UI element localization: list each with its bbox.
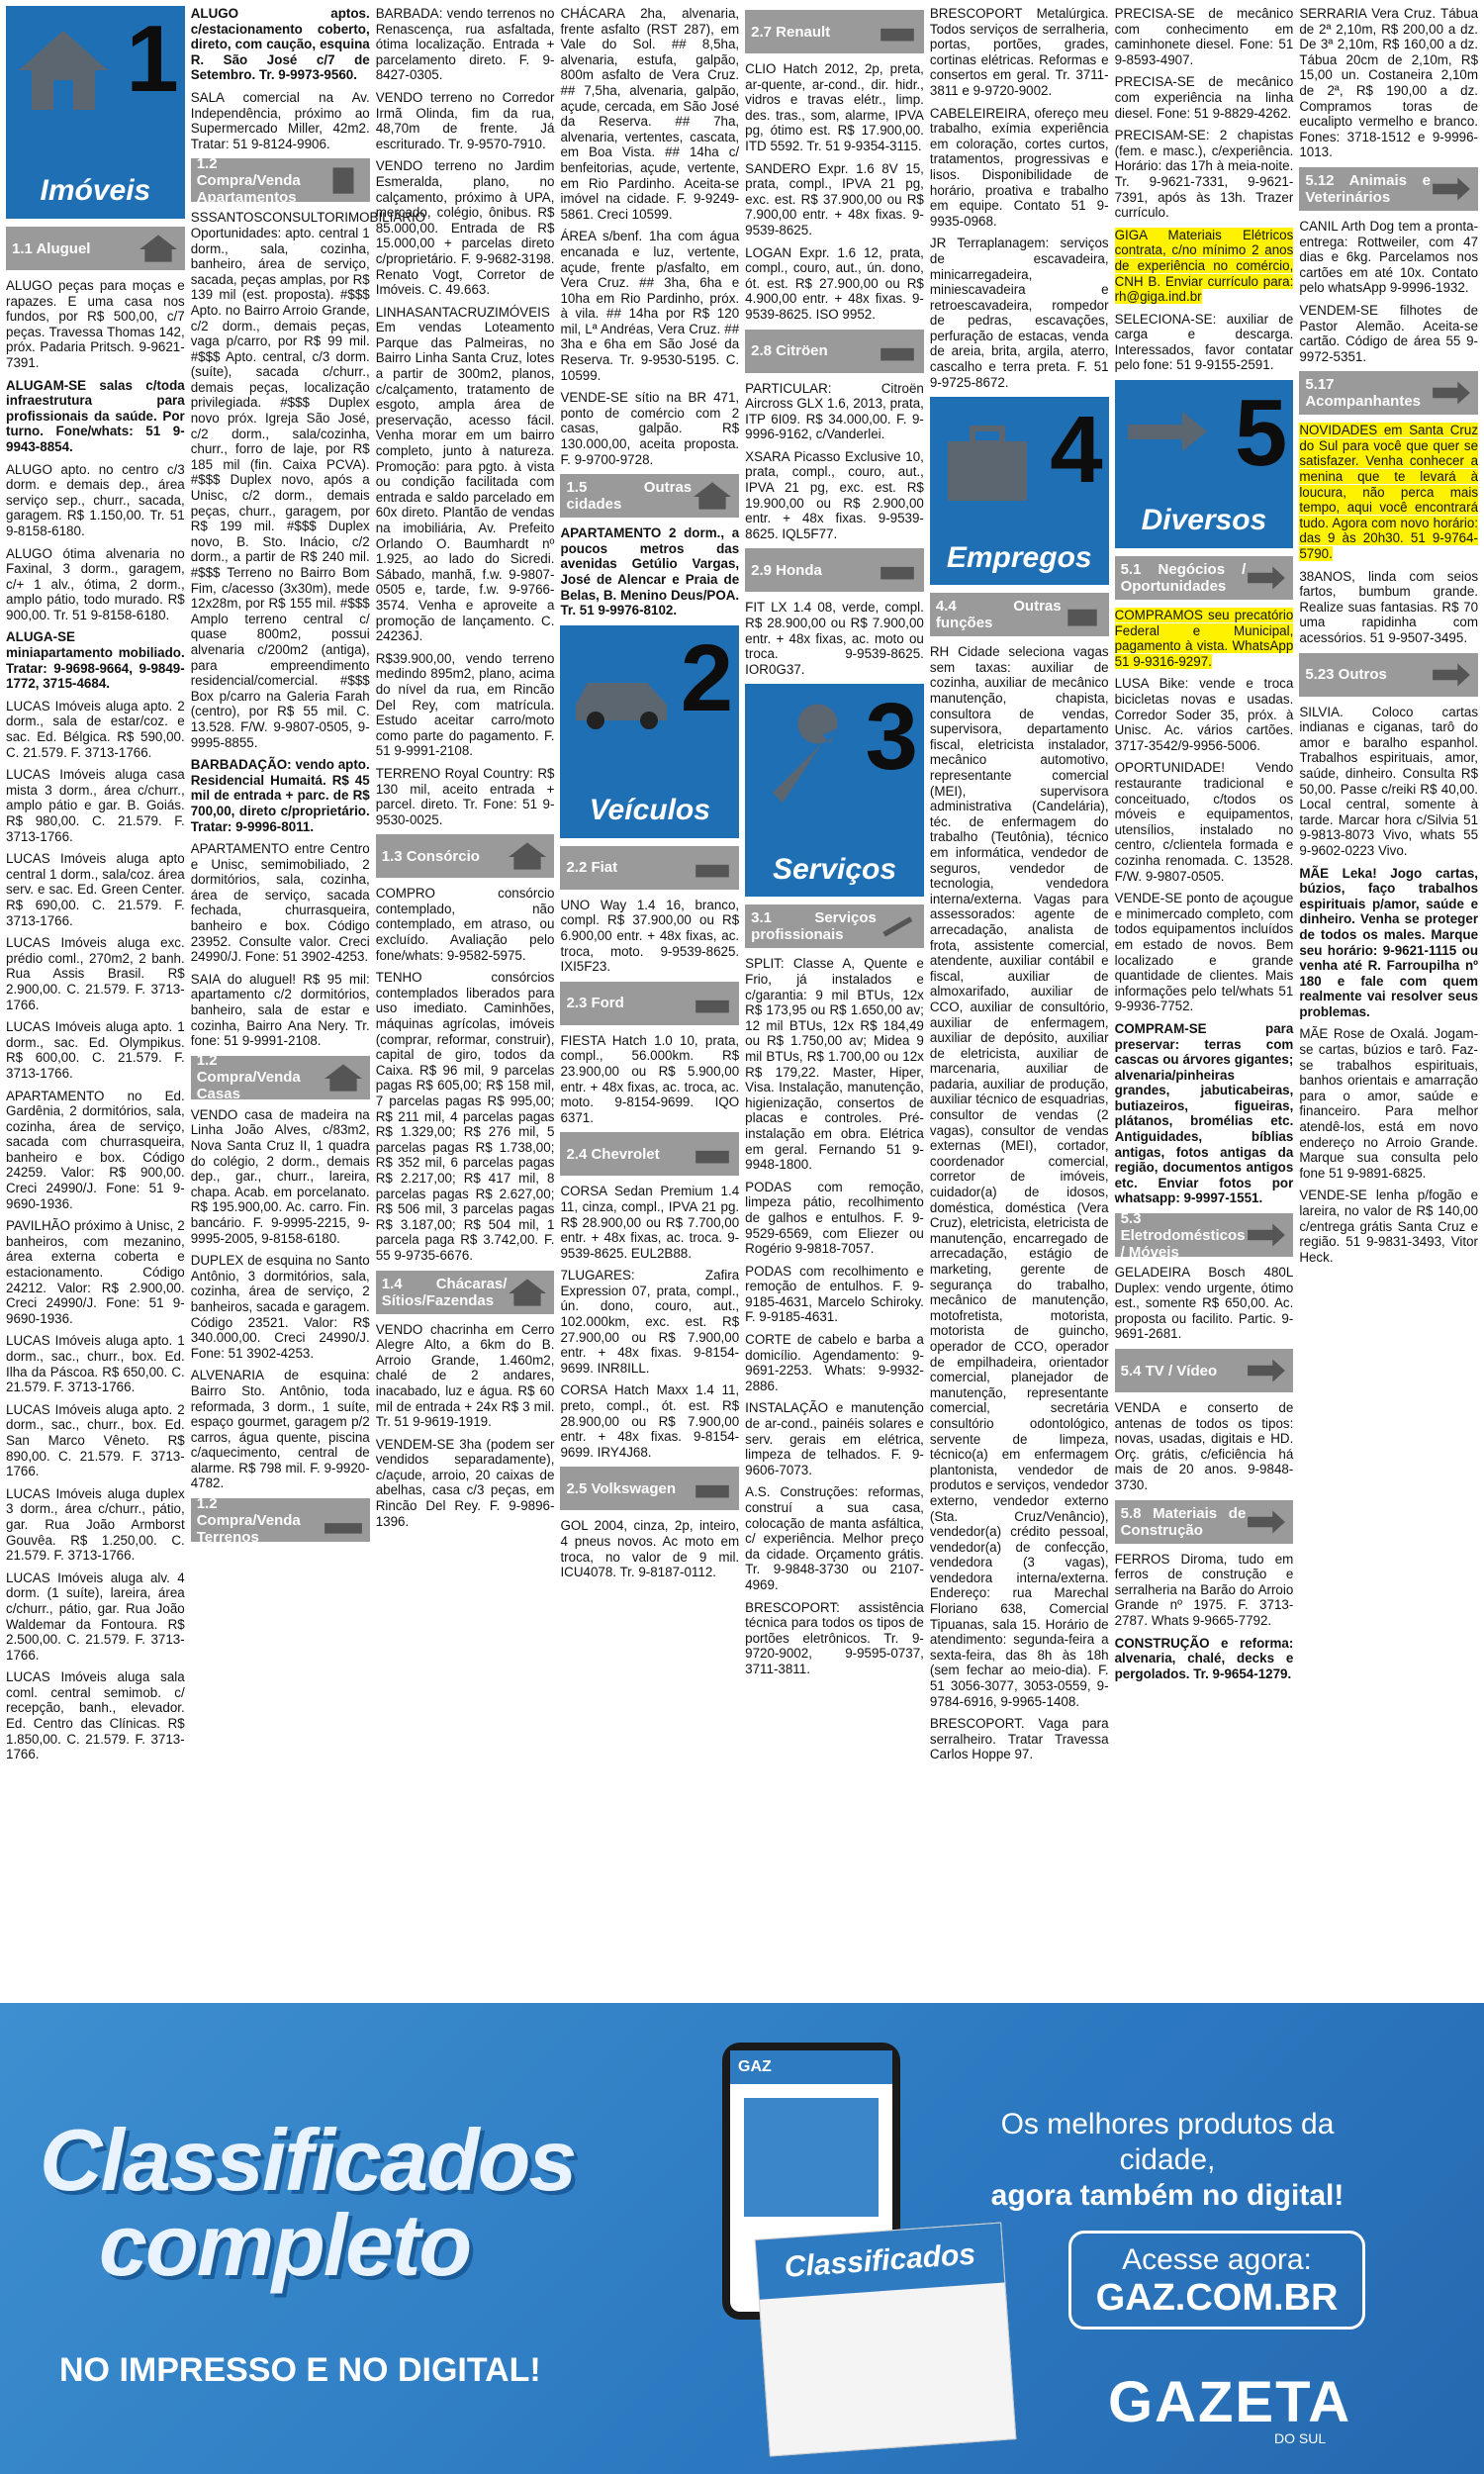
car-icon bbox=[568, 645, 677, 734]
subsection-title: 1.3 Consórcio bbox=[381, 847, 480, 865]
subsection-title: 1.2 Compra/Venda Casas bbox=[196, 1052, 301, 1103]
building-icon bbox=[323, 164, 364, 196]
subsection-header bbox=[1299, 167, 1478, 211]
section-number: 5 bbox=[1234, 380, 1288, 487]
ad: ALVENARIA de esquina: Bairro Sto. Antônio, toda reformada, 3 dorm., 1 suíte, espaço gourmet, garagem p/2 carros, água quente, piscina c/aquecimento, central de alarme. R$ 798 mil. F. 9-9920-4782. bbox=[190, 1368, 370, 1491]
section-label: Veículos bbox=[589, 794, 710, 827]
access-label: Acesse agora: bbox=[1122, 2243, 1312, 2276]
arrows-icon bbox=[1246, 1219, 1287, 1251]
ad: VENDE-SE lenha p/fogão e lareira, no valor de R$ 140,00 c/entrega grátis Santa Cruz e região. 51 9-9831-3493, Vitor Heck. bbox=[1299, 1188, 1479, 1265]
ad: LUCAS Imóveis aluga apto. 2 dorm., sala de estar/coz. e sac. Ed. Bélgica. R$ 590,00. C. 21.579. F. 3713-1766. bbox=[6, 698, 185, 760]
banner-tagline bbox=[950, 2107, 1385, 2214]
ad: LUSA Bike: vende e troca bicicletas novas e usadas. Corredor Soder 35, próx. à Unisc. Ac. vários cartões. 3717-3542/9-9956-5006. bbox=[1114, 676, 1294, 753]
subsection-title: 2.4 Chevrolet bbox=[566, 1145, 660, 1163]
subsection-header bbox=[745, 904, 924, 948]
subsection-title: 5.17 Acompanhantes bbox=[1305, 376, 1422, 411]
ad: ALUGA-SE miniapartamento mobiliado. Tratar: 9-9698-9664, 9-9849-1772, 3715-4684. bbox=[6, 629, 185, 692]
ad: CORSA Sedan Premium 1.4 11, cinza, compl., IPVA 21 pg. R$ 28.900,00 ou R$ 7.700,00 entr. + 48x fixas, ac. troca. 9-9539-8625. EUL2B88. bbox=[560, 1184, 740, 1261]
ad: ÁREA s/benf. 1ha com água encanada e luz, vertente, açude, frente p/asfalto, em Vera Cruz. ## 3ha, 6ha e 10ha em Rio Pardinho, próx. à vila. ## 14ha por R$ 120 mil, Lª Andréas, Vera Cruz. ## 3ha e 6ha em São José da Reserva. Tr. 9-9530-5195. C. 10599. bbox=[560, 229, 740, 383]
car-icon bbox=[692, 1473, 733, 1504]
subsection-title: 5.12 Animais e Veterinários bbox=[1305, 171, 1432, 206]
subsection-header bbox=[930, 593, 1109, 636]
ad: SILVIA. Coloco cartas indianas e ciganas, tarô do amor e baralho espanhol. Trabalhos espirituais, amor, saúde, dinheiro. Consulta R$ 50,00. Passe c/reiki R$ 40,00. Local central, somente à tarde. Marcar hora c/Silvia 51 9-9813-8073 Vivo, whats 55 9-9602-0223 Vivo. bbox=[1299, 704, 1479, 858]
section-number: 1 bbox=[126, 6, 179, 112]
ad: SERRARIA Vera Cruz. Tábua de 2ª 2,10m, R$ 200,00 a dz. De 3ª 2,10m, R$ 160,00 a dz. Tábua 20cm de 2,10m, R$ 15,00 un. Costaneira 2,10m de 2ª, R$ 190,00 a dz. Compramos toras de eucalipto vermelho e branco. Fones: 3718-1512 e 9-9996-1013. bbox=[1299, 6, 1479, 160]
ad: 38ANOS, linda com seios fartos, bumbum grande. Realize suas fantasias. R$ 70 uma rapidinha com acessórios. 51 9-9507-3495. bbox=[1299, 568, 1479, 645]
ad: PRECISAM-SE: 2 chapistas (fem. e masc.), c/experiência. Horário: das 17h à meia-noite. Tr. 9-9621-7331, 9-9621-7391, após às 13h. Trazer currículo. bbox=[1114, 128, 1294, 221]
column-6 bbox=[930, 6, 1109, 1999]
subsection-header bbox=[560, 982, 739, 1025]
subsection-title: 2.7 Renault bbox=[751, 23, 831, 41]
ad: ALUGO aptos. c/estacionamento coberto, direto, com caução, esquina R. São José c/7 de Setembro. Tr. 9-9973-9560. bbox=[190, 6, 370, 83]
tagline-line-1: Os melhores produtos da cidade, bbox=[1000, 2108, 1335, 2176]
ad: CANIL Arth Dog tem a pronta-entrega: Rottweiler, com 47 dias e 6kg. Parcelamos nos cartões em até 10x. Contato pelo whatsApp 9-9996-1932. bbox=[1299, 218, 1479, 296]
ad: GOL 2004, cinza, 2p, inteiro, 4 pneus novos. Ac moto em troca, no valor de 9 mil. ICU4078. Tr. 9-8187-0112. bbox=[560, 1518, 740, 1580]
arrows-icon bbox=[1246, 562, 1287, 594]
section-3-header bbox=[745, 684, 924, 897]
ad: COMPRO consórcio contemplado, não contemplado, em atraso, ou excluído. Avaliação pelo fone/whats: 9-9582-5975. bbox=[375, 886, 555, 963]
subsection-header bbox=[376, 834, 555, 878]
subsection-title: 3.1 Serviços profissionais bbox=[751, 909, 877, 944]
ad: BARBADAÇÃO: vendo apto. Residencial Humaitá. R$ 45 mil de entrada + parc. de R$ 700,00, direto c/proprietário. Tratar: 9-9996-8011. bbox=[190, 757, 370, 834]
ad: MÃE Leka! Jogo cartas, búzios, faço trabalhos espirituais p/amor, saúde e dinheiro. Venha se proteger de todos os males. Marque seu horário: 9-9621-1115 ou venha até R. Farroupilha nº 180 e fale com quem realmente vai resolver seus problemas. bbox=[1299, 865, 1479, 1019]
section-2-header bbox=[560, 625, 739, 838]
subsection-title: 2.8 Citröen bbox=[751, 342, 828, 359]
ad: LUCAS Imóveis aluga apto central 1 dorm., sala/coz. área serv. e sac. Ed. Green Center. R$ 690,00. C. 21.579. F. 3713-1766. bbox=[6, 851, 185, 928]
ad: LUCAS Imóveis aluga alv. 4 dorm. (1 suíte), lareira, área c/churr., pátio, gar. Rua João Waldemar da Fontoura. R$ 2.500,00. C. 21.579. F. 3713-1766. bbox=[6, 1570, 185, 1663]
briefcase-icon bbox=[1062, 599, 1103, 630]
section-number: 4 bbox=[1050, 397, 1103, 504]
ad: VENDE-SE ponto de açougue e minimercado completo, com todos equipamentos incluídos em estado de novos. Bem localizado e grande quantidade de clientes. Mais informações pelo tel/whats 51 9-9936-7752. bbox=[1114, 891, 1294, 1014]
subsection-title: 1.2 Compra/Venda Terrenos bbox=[196, 1494, 301, 1546]
ad: BRESCOPORT. Vaga para serralheiro. Tratar Travessa Carlos Hoppe 97. bbox=[929, 1716, 1109, 1762]
phone-thumbnail bbox=[744, 2098, 879, 2217]
section-label: Imóveis bbox=[40, 174, 151, 208]
ad: ALUGAM-SE salas c/toda infraestrutura para profissionais da saúde. Por turno. Fone/whats: 51 9-9943-8854. bbox=[6, 377, 185, 454]
ad: PODAS com recolhimento e remoção de entulhos. F. 9-9185-4631, Marcelo Schiroky. F. 9-9185-4631. bbox=[745, 1263, 924, 1325]
ad: PODAS com remoção, limpeza pátio, recolhimento de galhos e entulhos. F. 9-9529-6569, com Eliezer ou Rogério 9-9818-7057. bbox=[745, 1179, 924, 1257]
subsection-header bbox=[1115, 1500, 1294, 1544]
ad: LUCAS Imóveis aluga casa mista 3 dorm., área c/churr., amplo pátio e gar. B. Goiás. R$ 980,00. C. 21.579. F. 3713-1766. bbox=[6, 767, 185, 844]
subsection-title: 1.5 Outras cidades bbox=[566, 479, 693, 514]
ad: A.S. Construções: reformas, construí a sua casa, colocação de manta asfáltica, c/ experiência. Melhor preço da cidade. Orçamento grátis. Tr. 9-9848-3730 ou 2107-4969. bbox=[745, 1484, 924, 1592]
land-icon bbox=[323, 1504, 364, 1536]
banner-title-2: completo bbox=[99, 2196, 471, 2294]
ad: 7LUGARES: Zafira Expression 07, prata, compl., ún. dono, couro, aut., 102.000km, exc. est. R$ 27.900,00 ou R$ 7.900,00 entr. + 48x fixas. 9-8154-9699. INR8ILL. bbox=[560, 1268, 740, 1376]
subsection-header bbox=[191, 154, 370, 206]
ad: NOVIDADES em Santa Cruz do Sul para você que quer se satisfazer. Venha conhecer a menina que te levará à loucura, não perca mais tempo, aqui você encontrará tudo. Agora com novo horário: das 9 às 20h30. 51 9-9764-5790. bbox=[1299, 423, 1479, 562]
subsection-header bbox=[191, 1052, 370, 1103]
arrows-icon bbox=[1246, 1506, 1287, 1538]
subsection-header bbox=[1115, 556, 1294, 600]
subsection-title: 2.3 Ford bbox=[566, 995, 624, 1012]
car-icon bbox=[692, 988, 733, 1019]
arrows-icon bbox=[1123, 400, 1232, 479]
section-number: 2 bbox=[680, 624, 734, 731]
gazeta-logo-sub: DO SUL bbox=[1274, 2430, 1327, 2446]
ad: XSARA Picasso Exclusive 10, prata, compl., couro, aut., IPVA 21 pg, exc. est. R$ 19.900,00 ou R$ 2.900,00 entr. + 48x fixas. 9-9539-8625. IQL5F77. bbox=[745, 448, 924, 541]
subsection-header bbox=[560, 1132, 739, 1176]
ad: VENDO casa de madeira na Linha João Alves, c/83m2, Nova Santa Cruz II, 1 quadra do colégio, 2 dorm., demais dep., gar., churr., lareira, chapa. Acab. em porcelanato. R$ 195.900,00. Ac. carro. Fin. bancário. F. 9-9995-2215, 9-9995-2005, 9-8158-6180. bbox=[190, 1106, 370, 1246]
ad: ALUGO peças para moças e rapazes. E uma casa nos fundos, por R$ 500,00, c/7 peças. Travessa Thomas 142, próx. Padaria Pritsch. 9-9621-7391. bbox=[6, 278, 185, 370]
subsection-header bbox=[1299, 653, 1478, 697]
subsection-header bbox=[1299, 371, 1478, 415]
subsection-header bbox=[1115, 1209, 1294, 1261]
ad: VENDE-SE sítio na BR 471, ponto de comércio com 2 casas, galpão. R$ 130.000,00, aceita proposta. F. 9-9700-9728. bbox=[560, 390, 740, 467]
house-icon bbox=[692, 480, 733, 512]
phone-brand: GAZ bbox=[730, 2050, 892, 2084]
ad: LOGAN Expr. 1.6 12, prata, compl., couro, aut., ún. dono, ót. est. R$ 27.900,00 ou R$ 4.900,00 entr. + 48x fixas. 9-9539-8625. ISO 9952. bbox=[745, 244, 924, 322]
ad: CABELEIREIRA, ofereço meu trabalho, exímia experiência em coloração, cortes curtos, tratamentos, progressivas e lisos. Disponibilidade de horário, proativa e trabalho em equipe. Contato 51 9-9935-0968. bbox=[929, 105, 1109, 229]
ad: LUCAS Imóveis aluga sala coml. central semimob. c/ recepção, banh., elevador. Ed. Centro das Clínicas. R$ 1.850,00. C. 21.579. F. 3713-1766. bbox=[6, 1669, 185, 1762]
subsection-title: 2.9 Honda bbox=[751, 561, 822, 579]
ad: JR Terraplanagem: serviços de escavadeira, minicarregadeira, miniescavadeira e retroescavadeira, rompedor de pedras, escavações, perfuração de estacas, venda de areia, brita, argila, aterro, cascalho e terra preta. F. 51 9-9725-8672. bbox=[929, 236, 1109, 390]
banner-title: Classificados bbox=[40, 2111, 576, 2209]
ad: VENDA e conserto de antenas de todos os tipos: novas, usadas, digitais e HD. Orç. grátis, c/eficiência há mais de 20 anos. 9-9848-3730. bbox=[1114, 1400, 1294, 1492]
subsection-header bbox=[745, 10, 924, 53]
ad: VENDO terreno no Corredor Irmã Olinda, fim da rua, 48,70m de frente. Já escriturado. Tr. 9-9570-7910. bbox=[375, 89, 555, 151]
ad: SELECIONA-SE: auxiliar de carga e descarga. Interessados, favor contatar pelo fone: 51 9-9155-2591. bbox=[1114, 311, 1294, 373]
ad: LUCAS Imóveis aluga exc. prédio coml., 270m2, 2 banh. Rua Assis Brasil. R$ 2.900,00. C. 21.579. F. 3713-1766. bbox=[6, 935, 185, 1012]
column-3 bbox=[376, 6, 555, 1999]
ad: OPORTUNIDADE! Vendo restaurante tradicional e conceituado, c/todos os móveis e equipamentos, utensílios, instalado no centro, c/clientela formada e cozinha renomada. C. 13528. F/W. 9-9807-0505. bbox=[1114, 760, 1294, 884]
ad: R$39.900,00, vendo terreno medindo 895m2, plano, acima do nível da rua, em Rincão Del Rey, com matrícula. Estudo aceitar carro/moto como parte do pagamento. F. 51 9-9991-2108. bbox=[375, 650, 555, 759]
subsection-header bbox=[191, 1494, 370, 1546]
section-label: Empregos bbox=[946, 540, 1092, 574]
car-icon bbox=[692, 1138, 733, 1170]
subsection-header bbox=[560, 1467, 739, 1510]
ad: RH Cidade seleciona vagas sem taxas: auxiliar de cozinha, auxiliar de mecânico manutenção, chapista, consultora de vendas, supervisora, departamento fiscal, eletricista instalador, mecânico automotivo, representante comercial (MEI), supervisora administrativa (Candelária), téc. de enfermagem do trabalho (Teutônia), técnico em informática, vendedor de seguros, vendedor de tecnologia, vendedora interna/externa. Vagas para assessorados: agente de arrecadação, analista de frota, assistente comercial, atendente, auxiliar contábil e fiscal, auxiliar de almoxarifado, auxiliar de CCO, auxiliar de consultório, auxiliar de enfermagem, auxiliar de depósito, auxiliar de eletricista, auxiliar de marcenaria, auxiliar de padaria, auxiliar de produção, auxiliar técnico de esquadrias, consultor de vendas (2 vagas), consultor de vendas externas (MEI), cortador, coordenador comercial, corretor de imóveis, cuidador(a) de idosos, doméstica, doméstica (Vera Cruz), eletricista, eletricista de manutenção, encarregado de arrecadação, estágio de marketing, gerente de segurança do trabalho, mecânico de manutenção, motofretista, motorista, motorista de guincho, operador de CCO, operador de empilhadeira, orientador comercial, planejador de manutenção, representante comercial, secretária consultório odontológico, servente de limpeza, técnico(a) em enfermagem plantonista, vendedor de produtos e serviços, vendedor externo, vendedor externo (Sta. Cruz/Venâncio), vendedor(a) crédito pessoal, vendedor(a) de confecção, vendedora (3 vagas), vendedora interna/externa. Endereço: rua Marechal Floriano 638, Comercial Tipuanas, sala 15. Horário de atendimento: segunda-feira a sexta-feira, das 8h às 18h (sem fechar ao meio-dia). F. 51 3056-3077, 3053-0559, 9-9784-6916, 9-9965-1408. bbox=[929, 644, 1109, 1709]
column-7 bbox=[1115, 6, 1294, 1999]
subsection-title: 5.4 TV / Vídeo bbox=[1120, 1362, 1218, 1380]
subsection-header bbox=[560, 846, 739, 890]
ad: FIESTA Hatch 1.0 10, prata, compl., 56.000km. R$ 23.900,00 ou R$ 5.900,00 entr. + 48x fixas, ac. troca, ac. moto. 9-8154-9699. IQO 6371. bbox=[560, 1032, 740, 1125]
ad: BARBADA: vendo terrenos no Renascença, rua asfaltada, ótima localização. Entrada + parcelamento direto. F. 9-8427-0305. bbox=[375, 6, 555, 83]
arrows-icon bbox=[1246, 1355, 1287, 1386]
ad: PAVILHÃO próximo à Unisc, 2 banheiros, com mezanino, área externa coberta e estacionamento. Código 24212. Valor: R$ 2.900,00. Creci 24990/J. Fone: 51 9-9690-1936. bbox=[6, 1218, 185, 1326]
ad: LINHASANTACRUZIMÓVEIS Em vendas Loteamento Parque das Palmeiras, no Bairro Linha Santa Cruz, lotes a partir de 300m2, planos, c/calçamento, tratamento de esgoto, ampla área de preservação, acesso fácil. Venha morar em um bairro completo, junto à natureza. Promoção: para pgto. à vista ou condição facilitada com entrada e saldo parcelado em 60x direto. Plantão de vendas na imobiliária, Av. Prefeito Orlando O. Baumhardt nº 1.925, ao lado do Sicredi. Sábado, manhã, f.w. 9-9807-0505 e, tarde, f.w. 9-9766-3574. Venha e aproveite a promoção de lançamento. C. 24236J. bbox=[375, 304, 555, 644]
newspaper-title: Classificados bbox=[756, 2224, 1005, 2300]
column-2 bbox=[190, 6, 426, 1999]
subsection-header bbox=[6, 227, 185, 270]
ad: SAIA do aluguel! R$ 95 mil: apartamento c/2 dormitórios, banheiro, sala de estar e cozinha, Bairro Ana Nery. Tr. fone: 51 9-9991-2108. bbox=[190, 971, 370, 1049]
ad: SALA comercial na Av. Independência, próximo ao Supermercado Miller, 42m2. Tratar: 51 9-8124-9906. bbox=[190, 89, 370, 151]
house-icon bbox=[507, 840, 548, 872]
section-5-header bbox=[1115, 380, 1294, 548]
ad: MÃE Rose de Oxalá. Jogam-se cartas, búzios e tarô. Faz-se trabalhos espirituais, banhos orientais e amarração para o amor, saúde e financeiro. Para melhor atendê-los, está em novo endereço no Arroio Grande. Marque sua consulta pelo fone 51 9-9891-6825. bbox=[1299, 1026, 1479, 1181]
car-icon bbox=[692, 852, 733, 884]
ad: PRECISA-SE de mecânico com conhecimento em caminhonete diesel. Fone: 51 9-8593-4907. bbox=[1114, 6, 1294, 67]
subsection-header bbox=[376, 1271, 555, 1314]
ad: BRESCOPORT Metalúrgica. Todos serviços de serralheria, portas, portões, grades, cortinas elétricas. Reformas e consertos em geral. Tr. 3711-3811 e 9-9720-9002. bbox=[929, 6, 1109, 98]
car-icon bbox=[877, 335, 918, 367]
ad: PRECISA-SE de mecânico com experiência na linha diesel. Fone: 51 9-8829-4262. bbox=[1114, 74, 1294, 121]
ad: APARTAMENTO no Ed. Gardênia, 2 dormitórios, sala, cozinha, área de serviço, sacada com churrasqueira, banheiro e box. Código 24259. Valor: R$ 900,00. Creci 24990/J. Fone: 51 9-9690-1936. bbox=[6, 1088, 185, 1211]
house-icon bbox=[138, 233, 179, 264]
subsection-title: 1.4 Chácaras/ Sítios/Fazendas bbox=[381, 1275, 508, 1309]
ad: DUPLEX de esquina no Santo Antônio, 3 dormitórios, sala, cozinha, área de serviço, 2 banheiros, sacada e garagem. Código 23521. Valor: R$ 340.000,00. Creci 24990/J. Fone: 51 3902-4253. bbox=[190, 1253, 370, 1361]
ad: APARTAMENTO entre Centro e Unisc, semimobiliado, 2 dormitórios, sala, cozinha, área de serviço, sacada fechada, churrasqueira, banheiro e box. Código 23952. Consulte valor. Creci 24990/J. Fone: 51 3902-4253. bbox=[190, 841, 370, 965]
ad: PARTICULAR: Citroën Aircross GLX 1.6, 2013, prata, ITP 6I09. R$ 34.000,00. F. 9-9996-9162, c/Vanderlei. bbox=[745, 380, 924, 442]
subsection-header bbox=[745, 330, 924, 373]
subsection-title: 4.4 Outras funções bbox=[935, 598, 1062, 632]
ad: COMPRAM-SE para preservar: terras com cascas ou árvores gigantes; alvenaria/pinheiras grandes, jabuticabeiras, butiazeiros, figueiras, plátanos, bromélias etc. Antiguidades, bíblias antigas, fotos antigas da região, documentos antigos etc. Enviar fotos por whatsapp: 9-9997-1551. bbox=[1114, 1020, 1294, 1206]
section-1-header bbox=[6, 6, 185, 219]
ad: LUCAS Imóveis aluga apto. 1 dorm., sac. Ed. Olympikus. R$ 600,00. C. 21.579. F. 3713-1766. bbox=[6, 1019, 185, 1081]
house-icon bbox=[507, 1277, 548, 1308]
subsection-title: 1.2 Compra/Venda Apartamentos bbox=[196, 154, 301, 206]
ad: CLIO Hatch 2012, 2p, preta, ar-quente, ar-cond., dir. hidr., vidros e travas elétr., limp. des. tras., som, alarme, IPVA pg, ótimo est. R$ 17.900,00. ITD 5592. Tr. 51 9-9354-3115. bbox=[745, 61, 924, 153]
ad: CORSA Hatch Maxx 1.4 11, preto, compl., ót. est. R$ 28.900,00 ou R$ 7.900,00 entr. + 48x fixas. 9-8154-9699. IRY4J68. bbox=[560, 1382, 740, 1460]
ad: COMPRAMOS seu precatório Federal e Municipal, pagamento à vista. WhatsApp 51 9-9316-9297. bbox=[1114, 608, 1294, 669]
ad: VENDO chacrinha em Cerro Alegre Alto, a 6km do B. Arroio Grande, 1.460m2, chalé de 2 andares, inacabado, luz e água. R$ 60 mil de entrada + 24x R$ 3 mil. Tr. 51 9-9619-1919. bbox=[375, 1321, 555, 1430]
wrench-icon bbox=[877, 910, 918, 942]
access-box[interactable] bbox=[1068, 2231, 1365, 2330]
ad: FIT LX 1.4 08, verde, compl. R$ 28.900,00 ou R$ 7.900,00 entr. + 48x fixas, ac. moto ou troca. 9-9539-8625. IOR0G37. bbox=[745, 600, 924, 677]
subsection-title: 1.1 Aluguel bbox=[12, 239, 91, 257]
ad: CONSTRUÇÃO e reforma: alvenaria, chalé, decks e pergolados. Tr. 9-9654-1279. bbox=[1114, 1635, 1294, 1681]
promo-banner bbox=[0, 2003, 1484, 2474]
ad: ALUGO apto. no centro c/3 dorm. e demais dep., área serviço sep., churr., sacada, garagem. R$ 1.150,00. Tr. 51 9-8158-6180. bbox=[6, 461, 185, 538]
ad: VENDEM-SE filhotes de Pastor Alemão. Aceita-se cartão. Código de área 55 9-9972-5351. bbox=[1299, 302, 1479, 364]
house-icon bbox=[14, 26, 113, 115]
ad: TENHO consórcios contemplados liberados para uso imediato. Caminhões, máquinas agrícolas, imóveis (comprar, reformar, construir), capital de giro, todos da Caixa. R$ 96 mil, 9 parcelas pagas R$ 605,00; R$ 158 mil, 7 parcelas pagas R$ 995,00; R$ 211 mil, 4 parcelas pagas R$ 1.329,00; R$ 276 mil, 5 parcelas pagas R$ 1.738,00; R$ 352 mil, 6 parcelas pagas R$ 2.217,00; R$ 417 mil, 8 parcelas pagas R$ 2.627,00; R$ 506 mil, 3 parcelas pagas R$ 3.187,00; R$ 504 mil, 1 parcela paga R$ 3.742,00. F. 55 9-9735-6676. bbox=[375, 970, 555, 1263]
subsection-title: 2.2 Fiat bbox=[566, 859, 618, 877]
ad: TERRENO Royal Country: R$ 130 mil, aceito entrada + parcel. direto. Tr. Fone: 51 9-9530-0025. bbox=[375, 765, 555, 827]
ad: VENDEM-SE 3ha (podem ser vendidos separadamente), c/açude, arroio, 20 caixas de abelhas, casa c/3 peças, em Rincão Del Rey. F. 9-9896-1396. bbox=[375, 1436, 555, 1529]
briefcase-icon bbox=[938, 417, 1037, 516]
ad: INSTALAÇÃO e manutenção de ar-cond., painéis solares e serv. gerais em elétrica, limpeza de telhados. F. 9-9606-7073. bbox=[745, 1400, 924, 1477]
arrows-icon bbox=[1431, 173, 1472, 205]
ad: UNO Way 1.4 16, branco, compl. R$ 37.900,00 ou R$ 6.900,00 entr. + 48x fixas, ac. troca, moto. 9-9539-8625. IXI5F23. bbox=[560, 897, 740, 975]
column-4 bbox=[560, 6, 739, 1999]
ad: SSSANTOSCONSULTORIMOBILIÁRIO Oportunidades: apto. central 1 dorm., sala, cozinha, banheiro, área de serviço, sacada, peças amplas, por R$ 139 mil (est. proposta). #$$$ Apto. no Bairro Arroio Grande, c/2 dorm., demais peças, vaga p/carro, por R$ 99 mil. #$$$ Apto. central, c/3 dorm. (suíte), sacada c/churr., demais peças, localização privilegiada. #$$$ Duplex novo próx. Igreja São José, c/2 dorm., sala/cozinha, churr., forro de laje, por R$ 185 mil (fin. Caixa PCVA). #$$$ Duplex novo, após a Unisc, c/2 dorm., demais peças, churr., garagem, por R$ 199 mil. #$$$ Duplex novo, B. Sto. Inácio, c/2 dorm., a partir de R$ 240 mil. #$$$ Terreno no Bairro Bom Fim, c/acesso (3x30m), mede 12x28m, por R$ 155 mil. #$$$ Amplo terreno central c/ quase 800m2, possui alvenaria c/200m2 (antiga), para empreendimento residencial/comercial. #$$$ Box p/carro na Galeria Farah (centro), por R$ 55 mil. C. 13.528. F/W. 9-9807-0505, 9-9995-8855. bbox=[190, 210, 426, 750]
car-icon bbox=[877, 554, 918, 586]
column-1 bbox=[6, 6, 185, 1999]
ad: SPLIT: Classe A, Quente e Frio, já instalados e c/garantia: 9 mil BTUs, 12x R$ 173,95 ou R$ 1.650,00 av; 12 mil BTUs, 12x R$ 184,49 ou R$ 1.750,00 av; Midea 9 mil BTUs, R$ 1.700,00 ou 12x R$ 179,22. Master, Hiper, Visa. Instalação, manutenção, higienização, consertos de placas e controles. Pré-instalação em obra. Elétrica em geral. Fernando 51 9-9948-1800. bbox=[745, 956, 924, 1173]
wrench-icon bbox=[753, 704, 862, 812]
ad: APARTAMENTO 2 dorm., a poucos metros das avenidas Getúlio Vargas, José de Alencar e Praia de Belas, B. Menino Deus/POA. Tr. 51 9-9976-8102. bbox=[560, 525, 740, 618]
ad: SANDERO Expr. 1.6 8V 15, prata, compl., IPVA 21 pg, exc. est. R$ 37.900,00 ou R$ 7.900,00 entr. + 48x fixas. 9-9539-8625. bbox=[745, 160, 924, 238]
tagline-line-2: agora também no digital! bbox=[990, 2179, 1345, 2212]
arrows-icon bbox=[1431, 659, 1472, 691]
subsection-title: 2.5 Volkswagen bbox=[566, 1479, 677, 1497]
ad: BRESCOPORT: assistência técnica para todos os tipos de portões eletrônicos. Tr. 9-9720-9002, 9-9595-0737, 3711-3811. bbox=[745, 1599, 924, 1676]
subsection-title: 5.1 Negócios / Oportunidades bbox=[1120, 561, 1247, 596]
subsection-header bbox=[1115, 1349, 1294, 1392]
ad: CHÁCARA 2ha, alvenaria, frente asfalto (RST 287), em Vale do Sol. ## 8,5ha, alvenaria, estufa, galpão, 800m asfalto de Vera Cruz. ## 7,5ha, alvenaria, galpão, açude, cercada, em São José da Reserva. ## 7ha, alvenaria, vertentes, cascata, em Boa Vista. ## 14ha c/ benfeitorias, açude, vertente, em Rio Pardinho. Aceita-se imóvel na cidade. F. 9-9249-5861. Creci 10599. bbox=[560, 6, 740, 222]
column-8 bbox=[1299, 6, 1478, 1999]
ad: LUCAS Imóveis aluga duplex 3 dorm., área c/churr., pátio, gar. Rua João Armborst Gouvêa. R$ 1.250,00. C. 21.579. F. 3713-1766. bbox=[6, 1485, 185, 1564]
subsection-header bbox=[560, 474, 739, 518]
section-label: Diversos bbox=[1141, 504, 1267, 537]
house-icon bbox=[323, 1062, 364, 1094]
ad: FERROS Diroma, tudo em ferros de construção e serralheria na Barão do Arroio Grande nº 1975. F. 3713-2787. Whats 9-9665-7792. bbox=[1114, 1551, 1294, 1628]
gazeta-logo: GAZETA bbox=[1108, 2370, 1352, 2434]
section-number: 3 bbox=[865, 684, 918, 791]
section-label: Serviços bbox=[772, 852, 897, 886]
subsection-header bbox=[745, 548, 924, 592]
newspaper-image bbox=[755, 2223, 1017, 2457]
ad: GIGA Materiais Elétricos contrata, c/no mínimo 2 anos de experiência no comércio, CNH B. Enviar currículo para: rh@giga.ind.br bbox=[1114, 227, 1294, 305]
subsection-title: 5.23 Outros bbox=[1305, 666, 1387, 684]
ad: CORTE de cabelo e barba a domicílio. Agendamento: 9-9691-2253. Whats: 9-9932-2886. bbox=[745, 1332, 924, 1393]
subsection-title: 5.3 Eletrodomésticos / Móveis bbox=[1120, 1209, 1246, 1261]
ad: VENDO terreno no Jardim Esmeralda, plano, no calçamento, próximo à UPA, mercado, colégio, ônibus. R$ 85.000,00. Entrada de R$ 15.000,00 + parcelas direto c/proprietário. F. 9-9682-3198. Renato Vogt, Corretor de Imóveis. C. 49.663. bbox=[375, 158, 555, 298]
banner-subtitle: NO IMPRESSO E NO DIGITAL! bbox=[59, 2351, 541, 2389]
access-url[interactable]: GAZ.COM.BR bbox=[1095, 2277, 1339, 2319]
ad: LUCAS Imóveis aluga apto. 1 dorm., sac., churr., box. Ed. Ilha da Páscoa. R$ 650,00. C. 21.579. F. 3713-1766. bbox=[6, 1333, 185, 1395]
ad: LUCAS Imóveis aluga apto. 2 dorm., sac., churr., box. Ed. San Marco Vêneto. R$ 890,00. C. 21.579. F. 3713-1766. bbox=[6, 1401, 185, 1479]
car-icon bbox=[877, 16, 918, 48]
ad: ALUGO ótima alvenaria no Faxinal, 3 dorm., garagem, c/+ 1 alv., ótima, 2 dorm., amplo pátio, todo murado. R$ 900,00. Tr. 51 9-8158-6180. bbox=[6, 545, 185, 622]
ad: GELADEIRA Bosch 480L Duplex: vendo urgente, ótimo est., somente R$ 650,00. Ac. proposta ou facilito. Partic. 9-9691-2681. bbox=[1114, 1265, 1294, 1342]
section-4-header bbox=[930, 397, 1109, 585]
classifieds-columns bbox=[6, 6, 1478, 1999]
subsection-title: 5.8 Materiais de Construção bbox=[1120, 1504, 1247, 1539]
column-5 bbox=[745, 6, 924, 1999]
arrows-icon bbox=[1431, 377, 1472, 409]
